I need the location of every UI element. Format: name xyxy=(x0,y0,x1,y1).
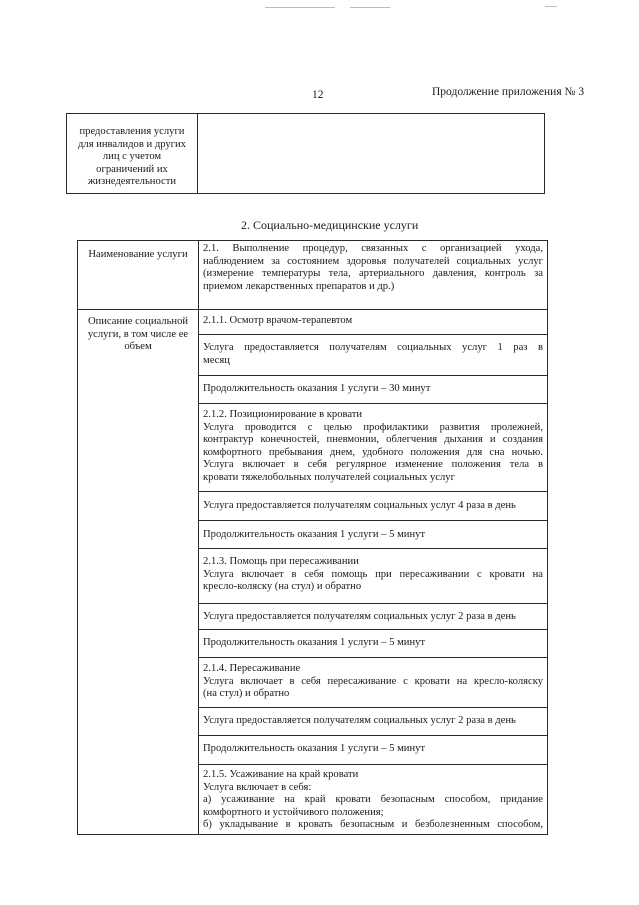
top-table-label: предоставления услуги для инвалидов и других лиц с учетом ограничений их жизнедеятельности xyxy=(67,114,198,194)
scan-artifact xyxy=(350,7,390,8)
service-cell: Услуга предоставляется получателям социальных услуг 2 раза в день xyxy=(199,604,548,630)
name-value: 2.1. Выполнение процедур, связанных с организацией ухода, наблюдением за состоянием здоровья получателей социальных услуг (измерение температуры тела, артериального давления, контроль за приемом лекарственных препаратов и др.) xyxy=(199,241,548,310)
services-table xyxy=(77,240,548,835)
service-cell: Продолжительность оказания 1 услуги – 30 минут xyxy=(199,376,548,404)
description-label: Описание социальной услуги, в том числе ее объем xyxy=(78,310,199,835)
service-cell: Услуга предоставляется получателям социальных услуг 1 раз в месяц xyxy=(199,335,548,376)
scan-artifact xyxy=(265,7,335,8)
service-cell: Услуга предоставляется получателям социальных услуг 4 раза в день xyxy=(199,492,548,521)
service-cell: Продолжительность оказания 1 услуги – 5 минут xyxy=(199,630,548,658)
service-cell: 2.1.1. Осмотр врачом-терапевтом xyxy=(199,310,548,335)
table-row xyxy=(78,241,548,310)
top-table xyxy=(66,113,545,194)
service-cell: 2.1.4. Пересаживание Услуга включает в себя пересаживание с кровати на кресло-коляску (на стул) и обратно xyxy=(199,658,548,708)
name-label: Наименование услуги xyxy=(78,241,199,310)
section-title: 2. Социально-медицинские услуги xyxy=(241,218,419,232)
appendix-label: Продолжение приложения № 3 xyxy=(432,86,585,98)
service-cell: 2.1.2. Позиционирование в кровати Услуга проводится с целью профилактики развития пролежней, контрактур конечностей, пневмонии, облегчения дыхания и создания комфортного пребывания днем, удобного положения для сна ночью. Услуга включает в себя регулярное изменение положения тела в кровати тяжелобольных получателей социальных услуг xyxy=(199,404,548,492)
page-number: 12 xyxy=(312,89,324,101)
service-cell: 2.1.3. Помощь при пересаживании Услуга включает в себя помощь при пересаживании с кровати на кресло-коляску (на стул) и обратно xyxy=(199,549,548,604)
service-cell: Продолжительность оказания 1 услуги – 5 минут xyxy=(199,736,548,765)
service-cell: 2.1.5. Усаживание на край кровати Услуга включает в себя: а) усаживание на край кровати безопасным способом, придание комфортного и устойчивого положения; б) укладывание в кровать безопасным и безболезненным способом, xyxy=(199,765,548,835)
service-cell: Услуга предоставляется получателям социальных услуг 2 раза в день xyxy=(199,708,548,736)
service-cell: Продолжительность оказания 1 услуги – 5 минут xyxy=(199,521,548,549)
top-table-value xyxy=(198,114,545,194)
scan-artifact xyxy=(545,6,557,7)
table-row xyxy=(78,310,548,335)
